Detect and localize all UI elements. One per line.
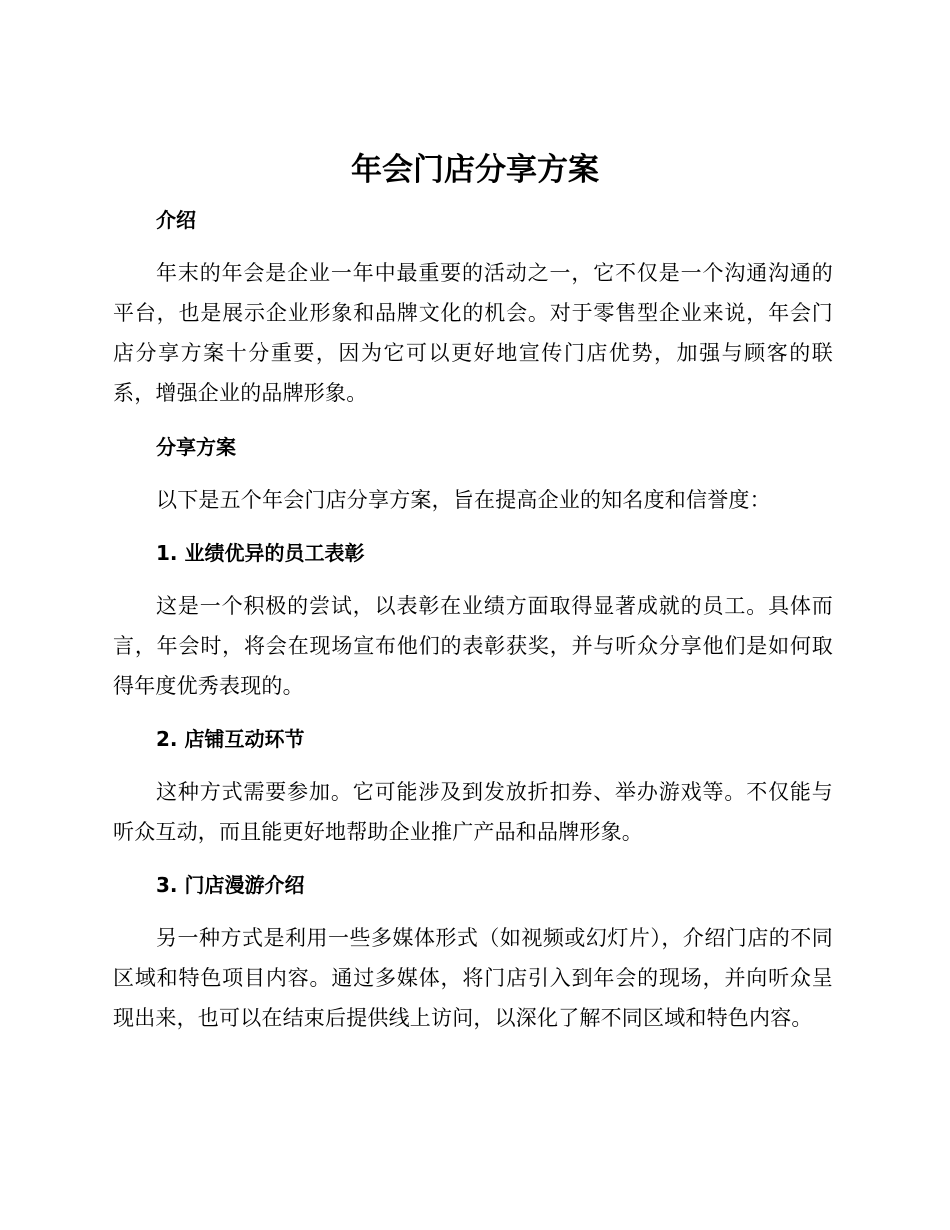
paragraph-item-1: 这是一个积极的尝试，以表彰在业绩方面取得显著成就的员工。具体而言，年会时，将会在现场宣布他们的表彰获奖，并与听众分享他们是如何取得年度优秀表现的。 xyxy=(113,594,833,698)
document-title: 年会门店分享方案 xyxy=(351,152,599,188)
item-heading-3: 3. 门店漫游介绍 xyxy=(156,873,305,897)
item-heading-1: 1. 业绩优异的员工表彰 xyxy=(156,541,365,565)
item-heading-2: 2. 店铺互动环节 xyxy=(156,727,305,751)
section-heading-intro: 介绍 xyxy=(156,208,196,232)
paragraph-plan: 以下是五个年会门店分享方案，旨在提高企业的知名度和信誉度： xyxy=(156,488,771,512)
paragraph-item-3: 另一种方式是利用一些多媒体形式（如视频或幻灯片），介绍门店的不同区域和特色项目内容。通过多媒体，将门店引入到年会的现场，并向听众呈现出来，也可以在结束后提供线上访问，以深化了解不同区域和特色内容。 xyxy=(113,926,833,1030)
document-body xyxy=(113,200,833,1038)
section-heading-plan: 分享方案 xyxy=(156,435,236,459)
paragraph-item-2: 这种方式需要参加。它可能涉及到发放折扣券、举办游戏等。不仅能与听众互动，而且能更好地帮助企业推广产品和品牌形象。 xyxy=(113,780,833,844)
paragraph-intro: 年末的年会是企业一年中最重要的活动之一，它不仅是一个沟通沟通的平台，也是展示企业形象和品牌文化的机会。对于零售型企业来说，年会门店分享方案十分重要，因为它可以更好地宣传门店优势，加强与顾客的联系，增强企业的品牌形象。 xyxy=(113,261,833,405)
